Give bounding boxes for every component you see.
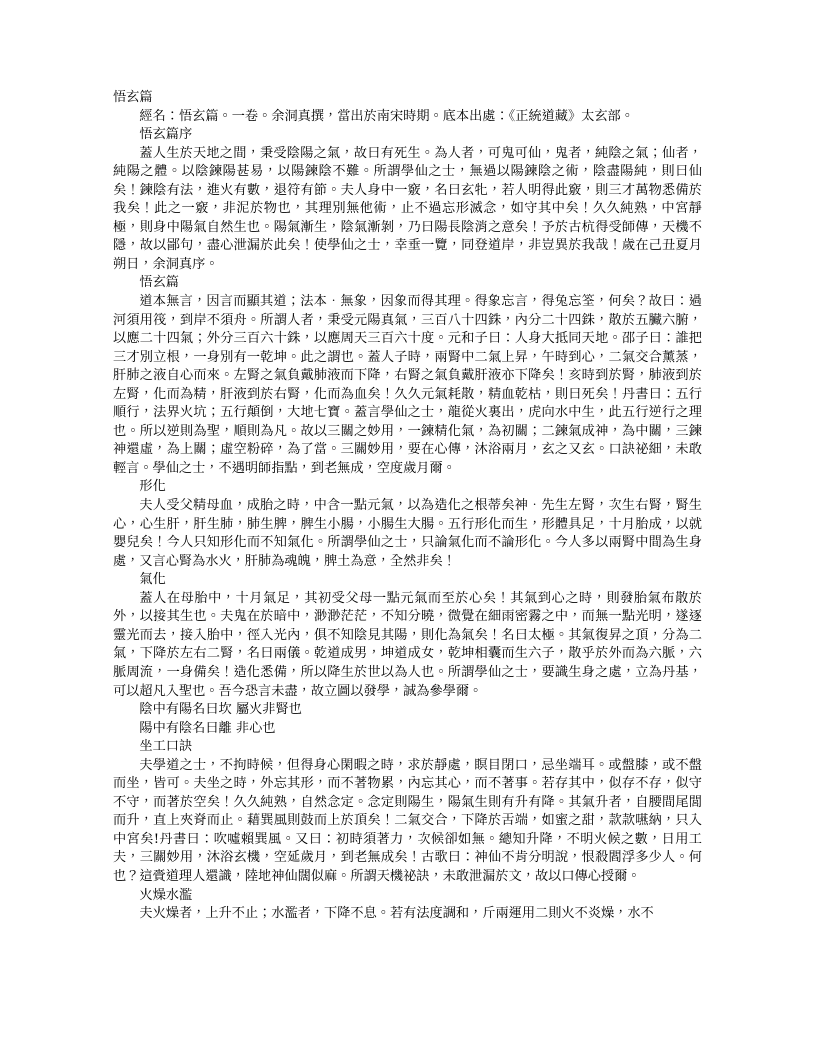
body-paragraph: 道本無言，因言而顯其道；法本．無象，因象而得其理。得象忘言，得兔忘筌，何矣？故曰：過河須用筏，到岸不須舟。所謂人者，秉受元陽真氣，三百八十四銖，內分二十四銖，散於五臟六腑，以應二十四氣；外分三百六十銖，以應周天三百六十度。元和子曰：人身大抵同天地。邵子曰：誰把三才別立根，一身別有一乾坤。此之謂也。蓋人子時，兩腎中二氣上昇，午時到心，二氣交合薰蒸，肝肺之液自心而來。左腎之氣負戴肺液而下降，右腎之氣負戴肝液亦下降矣！亥時到於腎，肺液到於左腎，化而為精，肝液到於右腎，化而為血矣！久久元氣耗散，精血乾枯，則曰死矣！丹書曰：五行順行，法界火坑；五行顛倒，大地七寶。蓋言學仙之士，龍從火裏出，虎向水中生，此五行逆行之理也。所以逆則為聖，順則為凡。故以三關之妙用，一鍊精化氣，為初關；二鍊氣成神，為中關，三鍊神還虛，為上關；虛空粉碎，為了當。三關妙用，要在心傳，沐浴兩月，玄之又玄。口訣祕細，未敢輕言。學仙之士，不遇明師指點，到老無成，空度歲月爾。 <box>113 294 702 476</box>
section-heading: 形化 <box>139 479 166 495</box>
body-paragraph: 夫人受父精母血，成胎之時，中含一點元氣，以為造化之根蒂矣神．先生左腎，次生右腎，腎生心，心生肝，肝生肺，肺生脾，脾生小腸，小腸生大腸。五行形化而生，形體具足，十月胎成，以就嬰兒矣！今人只知形化而不知氣化。所謂學仙之士，只論氣化而不論形化。今人多以兩腎中間為生身處，又言心腎為水火，肝肺為魂魄，脾土為意，全然非矣！ <box>113 498 702 569</box>
section-heading: 氣化 <box>139 572 166 588</box>
section-heading: 悟玄篇序 <box>139 127 193 143</box>
section-heading: 坐工口訣 <box>139 739 193 755</box>
document-text-body <box>113 89 702 924</box>
body-paragraph: 蓋人在母胎中，十月氣足，其初受父母一點元氣而至於心矣！其氣到心之時，則發胎氣布散於外，以接其生也。夫鬼在於暗中，渺渺茫茫，不知分曉，微覺在細雨密霧之中，而無一點光明，遂逐靈光而去，接入胎中，徑入光內，俱不知陰見其陽，則化為氣矣！名曰太極。其氣復昇之頂，分為二氣，下降於左右二腎，名曰兩儀。乾道成男，坤道成女，乾坤相囊而生六子，散乎於外而為六脈，六脈周流，一身備矣！造化悉備，所以降生於世以為人也。所謂學仙之士，要識生身之處，立為丹基，可以超凡入聖也。吾今恐言未盡，故立圖以發學，誠為參學爾。 <box>113 590 702 699</box>
section-heading: 陽中有陰名曰離 非心也 <box>139 720 276 736</box>
body-paragraph: 夫學道之士，不拘時候，但得身心閑暇之時，求於靜處，瞑目閉口，忌坐端耳。或盤膝，或不盤而坐，皆可。夫坐之時，外忘其形，而不著物累，內忘其心，而不著事。若存其中，似存不存，似守不守，而著於空矣！久久純熟，自然念定。念定則陽生，陽氣生則有升有降。其氣升者，自腰間尾閭而升，直上夾脊而止。藉巽風則鼓而上於頂矣！二氣交合，下降於舌端，如蜜之甜，款款嚥納，只入中宮矣!丹書曰：吹噓賴巽風。又曰：初時須著力，次候卻如無。總知升降，不明火候之數，日用工夫，三關妙用，沐浴玄機，空延歲月，到老無成矣！古歌曰：神仙不肯分明說，恨殺閻浮多少人。何也？這賫道理人還識，陸地神仙闊似麻。所謂天機祕訣，未敢泄漏於文，故以口傳心授爾。 <box>113 757 702 884</box>
section-heading: 陰中有陽名曰坎 屬火非腎也 <box>139 702 302 718</box>
section-heading: 悟玄篇 <box>113 90 153 105</box>
body-paragraph: 夫火燥者，上升不止；水濫者，下降不息。若有法度調和，斤兩運用二則火不炎燥，水不 <box>139 906 654 922</box>
section-heading: 火燥水濫 <box>139 887 193 903</box>
body-paragraph: 蓋人生於天地之間，秉受陰陽之氣，故曰有死生。為人者，可鬼可仙，鬼者，純陰之氣；仙者，純陽之體。以陰鍊陽甚易，以陽鍊陰不難。所謂學仙之士，無過以陽鍊陰之術，陰盡陽純，則曰仙矣！鍊陰有法，進火有數，退符有節。夫人身中一竅，名曰玄牝，若人明得此竅，則三才萬物悉備於我矣！此之一竅，非泥於物也，其理別無他術，止不過忘形滅念，如守其中矣！久久純熟，中宮靜極，則身中陽氣自然生也。陽氣漸生，陰氣漸剝，乃曰陽長陰消之意矣！予於古杭得受師傳，天機不隱，故以鄙句，盡心泄漏於此矣！使學仙之士，幸垂一覽，同登道岸，非豈異於我哉！歲在己丑夏月朔日，余洞真序。 <box>113 145 702 272</box>
body-paragraph: 經名：悟玄篇。一卷。余洞真撰，當出於南宋時期。底本出處：《正統道藏》太玄部。 <box>139 108 634 124</box>
section-heading: 悟玄篇 <box>139 275 179 291</box>
